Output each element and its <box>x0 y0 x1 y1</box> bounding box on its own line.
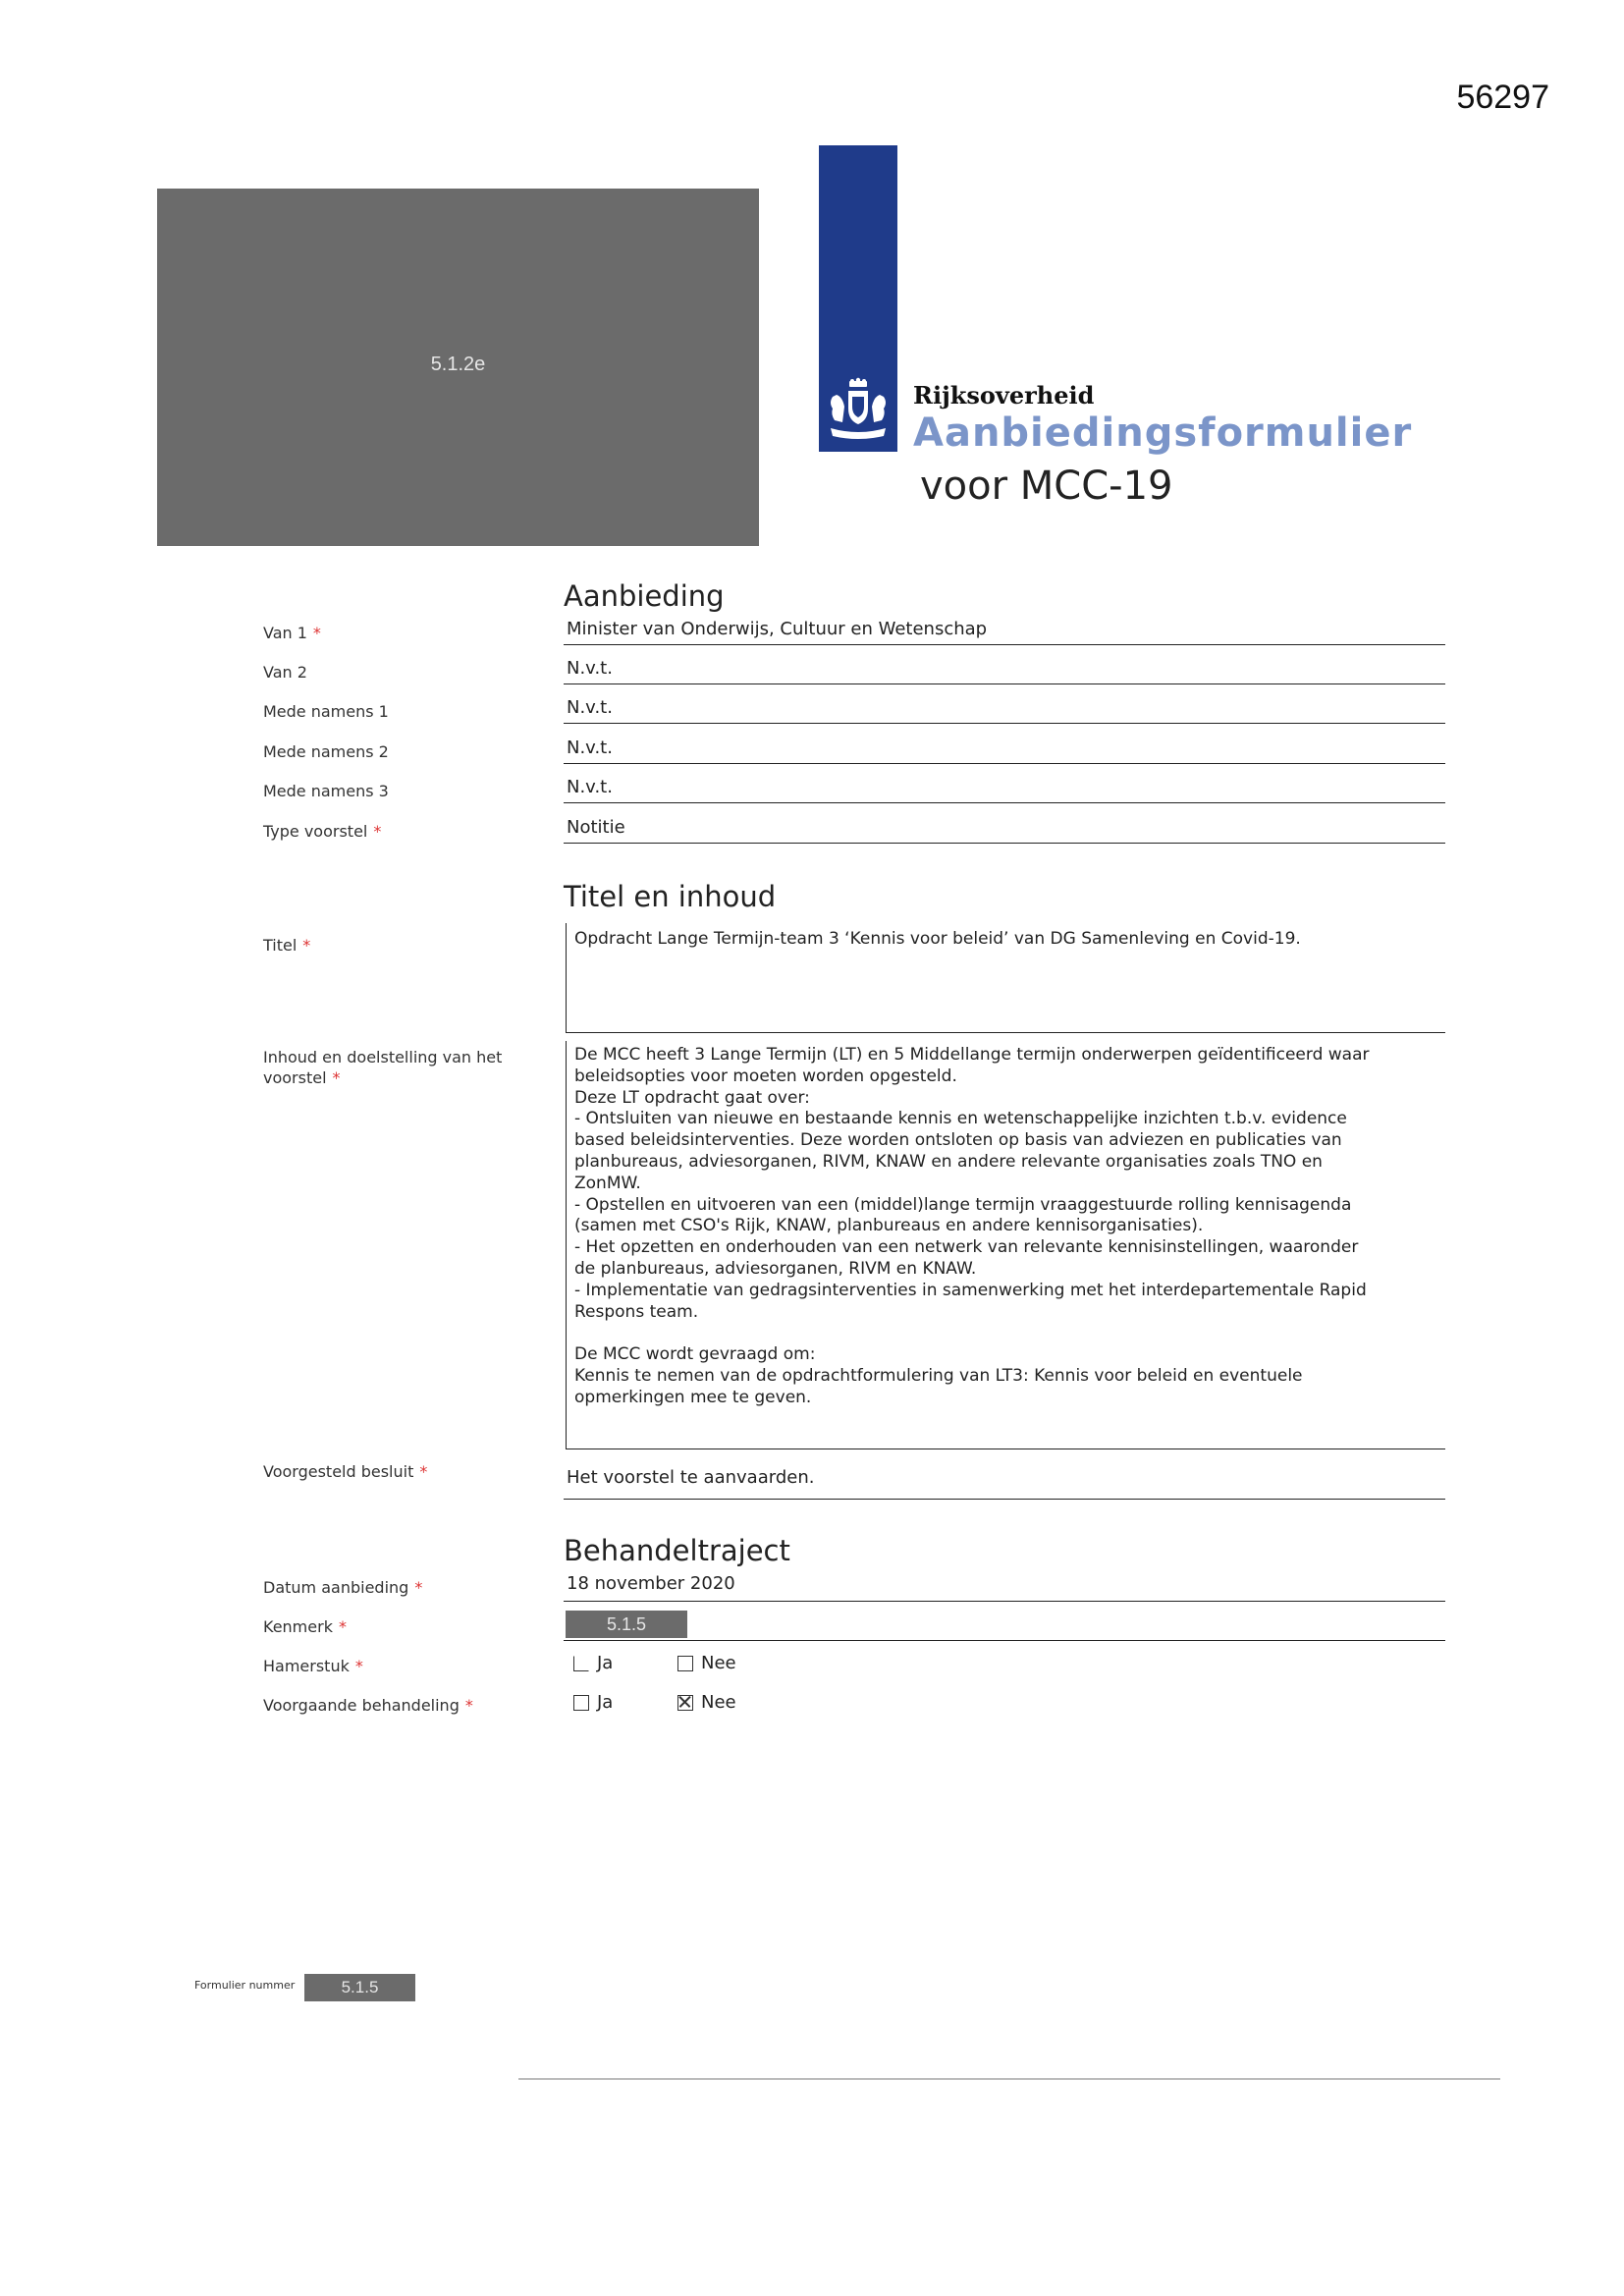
required-marker: * <box>419 1462 428 1481</box>
field-label-mede-namens-3: Mede namens 3 <box>263 782 389 800</box>
inhoud-line: - Implementatie van gedragsinterventies in samenwerking met het interdepartementale Rapid <box>574 1280 1367 1300</box>
checkbox-label: Ja <box>597 1692 614 1713</box>
inhoud-line: ZonMW. <box>574 1173 641 1193</box>
required-marker: * <box>414 1578 423 1597</box>
required-marker: * <box>302 936 311 955</box>
field-label-mede-namens-1: Mede namens 1 <box>263 702 389 721</box>
field-value-mede-namens-3: N.v.t. <box>567 777 613 797</box>
required-marker: * <box>464 1696 473 1715</box>
checkbox-label: Nee <box>701 1692 736 1713</box>
inhoud-line: Respons team. <box>574 1301 699 1322</box>
field-label-mede-namens-2: Mede namens 2 <box>263 742 389 761</box>
field-label-inhoud <box>263 1047 502 1088</box>
field-underline <box>564 843 1445 844</box>
checkbox-box[interactable] <box>573 1695 589 1711</box>
inhoud-line: De MCC heeft 3 Lange Termijn (LT) en 5 Middellange termijn onderwerpen geïdentificeerd waar <box>574 1045 1370 1065</box>
checkbox-label: Nee <box>701 1653 736 1673</box>
inhoud-line: based beleidsinterventies. Deze worden ontsloten op basis van adviezen en publicaties van <box>574 1130 1342 1151</box>
field-value-inhoud <box>566 1041 1445 1449</box>
coat-of-arms-icon <box>823 377 893 446</box>
inhoud-line: beleidsopties voor moeten worden opgesteld. <box>574 1066 957 1086</box>
field-underline <box>564 763 1445 764</box>
inhoud-line: - Opstellen en uitvoeren van een (middel)lange termijn vraaggestuurde rolling kennisagenda <box>574 1194 1352 1215</box>
field-label-kenmerk: Kenmerk * <box>263 1617 347 1636</box>
form-title: Aanbiedingsformulier <box>913 410 1413 456</box>
inhoud-label-line: Inhoud en doelstelling van het <box>263 1048 503 1066</box>
checkbox-box-checked[interactable] <box>677 1695 693 1711</box>
titel-text: Opdracht Lange Termijn-team 3 ‘Kennis voor beleid’ van DG Samenleving en Covid-19. <box>574 929 1301 949</box>
redaction-block-kenmerk <box>566 1611 687 1638</box>
checkbox-box[interactable] <box>573 1656 589 1671</box>
formulier-nummer-label: Formulier nummer <box>194 1979 296 1992</box>
field-value-datum-aanbieding: 18 november 2020 <box>567 1573 735 1594</box>
section-title-behandeltraject: Behandeltraject <box>564 1534 790 1567</box>
checkbox-label: Ja <box>597 1653 614 1673</box>
field-label-voorgaande-behandeling: Voorgaande behandeling * <box>263 1696 473 1715</box>
field-value-voorgesteld-besluit: Het voorstel te aanvaarden. <box>567 1467 815 1488</box>
field-underline <box>564 1640 1445 1641</box>
redaction-code: 5.1.5 <box>606 1613 647 1634</box>
section-title-aanbieding: Aanbieding <box>564 579 725 613</box>
field-value-mede-namens-1: N.v.t. <box>567 697 613 718</box>
checkbox-hamerstuk-ja[interactable] <box>573 1653 613 1673</box>
field-value-van-2: N.v.t. <box>567 658 613 679</box>
form-subtitle: voor MCC-19 <box>920 464 1173 509</box>
brand-name: Rijksoverheid <box>913 381 1095 410</box>
required-marker: * <box>338 1617 347 1636</box>
required-marker: * <box>332 1068 341 1087</box>
field-underline <box>564 683 1445 684</box>
inhoud-line: - Ontsluiten van nieuwe en bestaande kennis en wetenschappelijke inzichten t.b.v. evidence <box>574 1109 1347 1129</box>
inhoud-line: (samen met CSO's Rijk, KNAW, planbureaus en andere kennisorganisaties). <box>574 1216 1204 1236</box>
checkbox-hamerstuk-nee[interactable] <box>677 1653 736 1673</box>
field-underline <box>564 1601 1445 1602</box>
redaction-block-formulier-nummer <box>304 1974 415 2001</box>
inhoud-line: de planbureaus, adviesorganen, RIVM en KNAW. <box>574 1258 977 1279</box>
checkbox-box[interactable] <box>677 1656 693 1671</box>
field-label-van-2: Van 2 <box>263 663 307 682</box>
field-value-titel <box>566 923 1445 1033</box>
field-underline <box>564 802 1445 803</box>
inhoud-line: Deze LT opdracht gaat over: <box>574 1087 810 1108</box>
field-underline <box>564 723 1445 724</box>
field-label-titel: Titel * <box>263 936 311 955</box>
field-label-hamerstuk: Hamerstuk * <box>263 1657 363 1675</box>
document-number: 56297 <box>1456 79 1549 116</box>
section-title-titel-en-inhoud: Titel en inhoud <box>564 880 777 913</box>
field-label-datum-aanbieding: Datum aanbieding * <box>263 1578 423 1597</box>
inhoud-line: opmerkingen mee te geven. <box>574 1387 812 1407</box>
checkbox-voorgaande-ja[interactable] <box>573 1692 613 1713</box>
field-value-van-1: Minister van Onderwijs, Cultuur en Wetenschap <box>567 619 988 639</box>
required-marker: * <box>312 624 321 642</box>
inhoud-line: Kennis te nemen van de opdrachtformulering van LT3: Kennis voor beleid en eventuele <box>574 1365 1303 1386</box>
inhoud-line: - Het opzetten en onderhouden van een netwerk van relevante kennisinstellingen, waaronder <box>574 1237 1359 1258</box>
field-value-mede-namens-2: N.v.t. <box>567 738 613 758</box>
bottom-divider <box>518 2078 1500 2080</box>
field-label-type-voorstel: Type voorstel * <box>263 822 382 841</box>
inhoud-line: De MCC wordt gevraagd om: <box>574 1344 816 1365</box>
inhoud-line: planbureaus, adviesorganen, RIVM, KNAW en andere relevante organisaties zoals TNO en <box>574 1151 1323 1172</box>
inhoud-label-line: voorstel <box>263 1068 327 1087</box>
inhoud-line <box>574 1323 1437 1344</box>
field-underline <box>564 644 1445 645</box>
redaction-code: 5.1.2e <box>430 354 486 375</box>
checkbox-voorgaande-nee[interactable] <box>677 1692 736 1713</box>
field-label-voorgesteld-besluit: Voorgesteld besluit * <box>263 1462 428 1481</box>
redaction-code: 5.1.5 <box>341 1978 379 1996</box>
required-marker: * <box>373 822 382 841</box>
field-underline <box>564 1499 1445 1500</box>
field-label-van-1: Van 1 * <box>263 624 321 642</box>
required-marker: * <box>354 1657 363 1675</box>
redaction-block-photo <box>157 189 759 546</box>
field-value-type-voorstel: Notitie <box>567 817 625 838</box>
